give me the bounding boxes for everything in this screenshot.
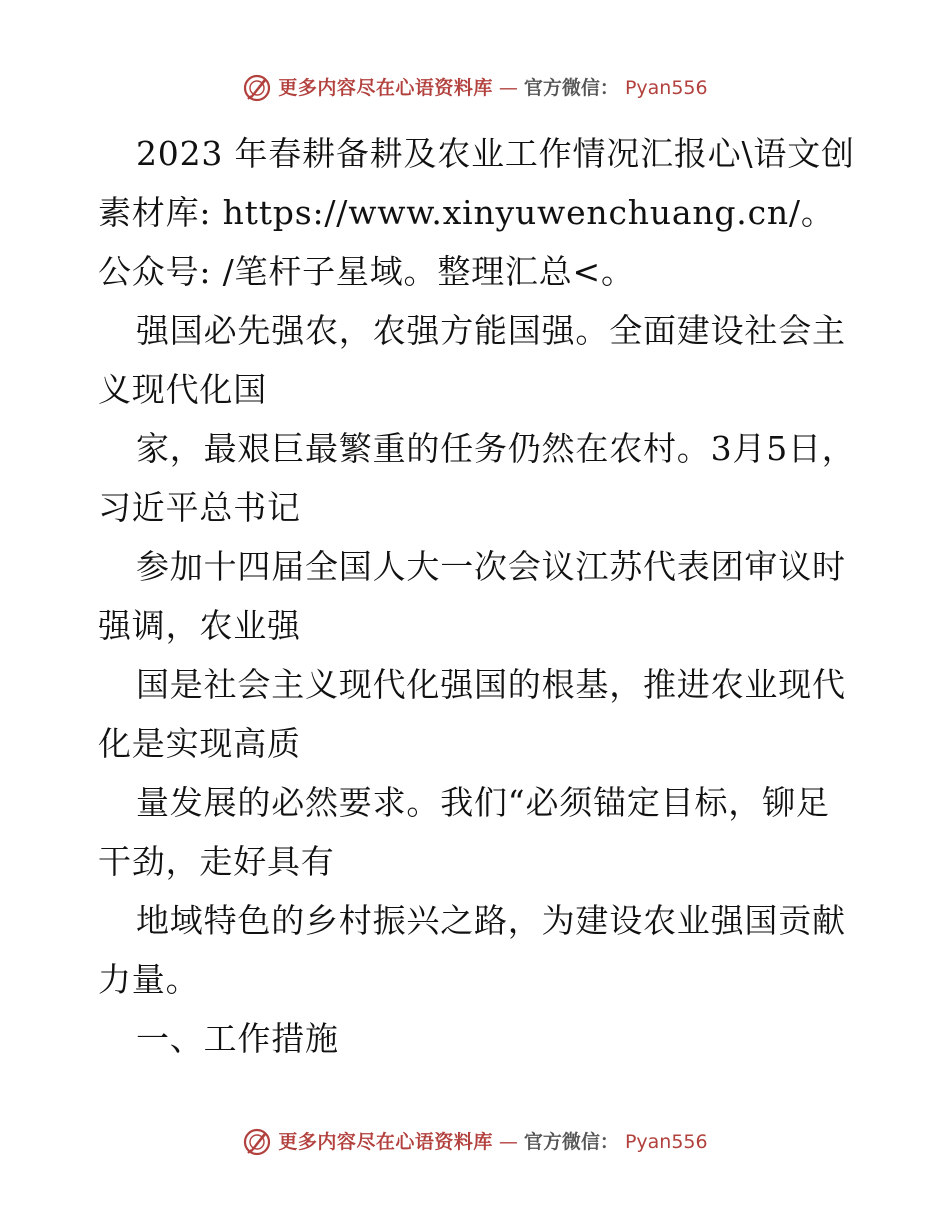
paragraph: 参加十四届全国人大一次会议江苏代表团审议时强调，农业强 [98,547,846,645]
banner-wechat-id: Pyan556 [624,1131,708,1153]
banner-wechat-id: Pyan556 [624,77,708,99]
header-banner [0,73,950,103]
banner-dash: — [498,77,518,99]
paragraph-intro: 2023 年春耕备耕及农业工作情况汇报心\语文创素材库: https://www.xinyuwenchuang.cn/。公众号: /笔杆子星域。整理汇总<。 [98,134,855,291]
paragraph: 国是社会主义现代化强国的根基，推进农业现代化是实现高质 [98,665,846,763]
paragraph: 量发展的必然要求。我们“必须锚定目标，铆足干劲，走好具有 [98,783,830,881]
footer-banner [0,1127,950,1157]
banner-dash: — [498,1131,518,1153]
quill-pen-logo-icon [242,73,272,103]
banner-wechat-label: 官方微信： [523,77,619,99]
section-heading: 一、工作措施 [136,1019,339,1058]
paragraph: 强国必先强农，农强方能国强。全面建设社会主义现代化国 [98,311,846,409]
paragraph: 家，最艰巨最繁重的任务仍然在农村。3月5日，习近平总书记 [98,429,856,527]
banner-wechat-label: 官方微信： [523,1131,619,1153]
banner-main-text: 更多内容尽在心语资料库 [278,1131,493,1153]
quill-pen-logo-icon [242,1127,272,1157]
paragraph: 地域特色的乡村振兴之路，为建设农业强国贡献力量。 [98,901,846,999]
banner-main-text: 更多内容尽在心语资料库 [278,77,493,99]
document-body [98,124,858,1068]
